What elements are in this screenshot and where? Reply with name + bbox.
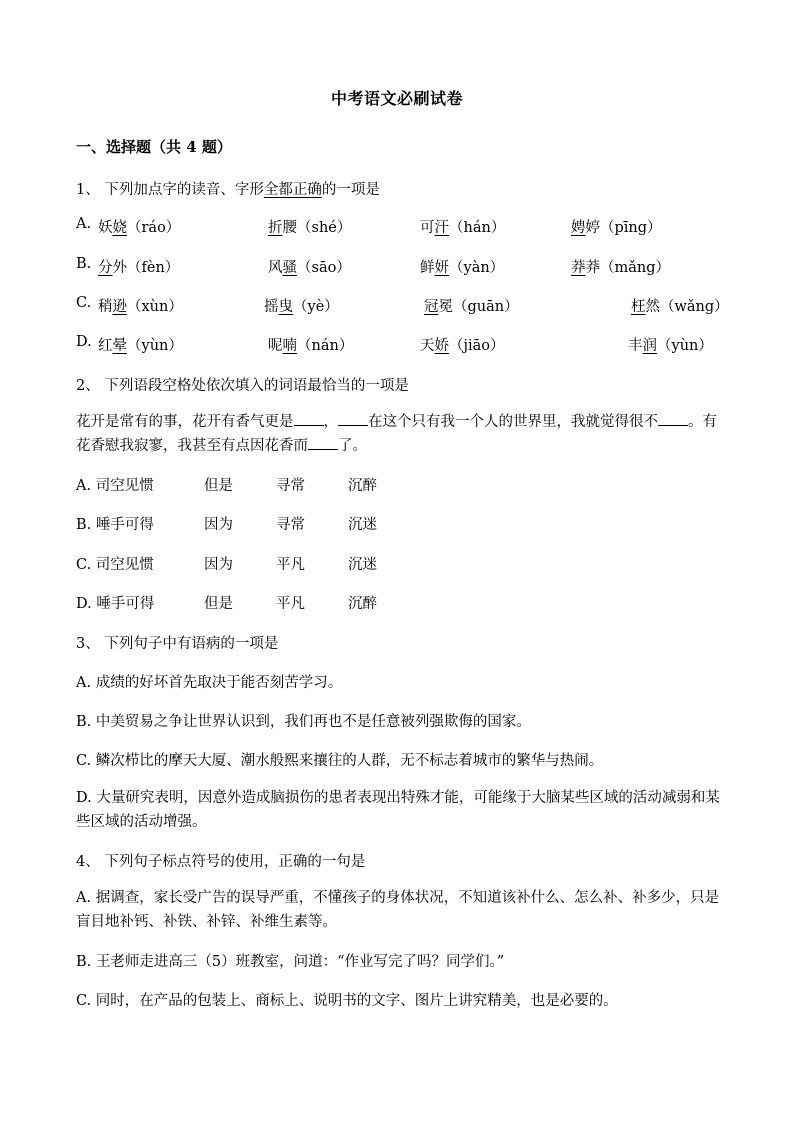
q3-option-a: A. 成绩的好坏首先取决于能否刻苦学习。 <box>76 675 343 691</box>
q1-option-d-item: 天娇（jiāo） <box>420 338 505 354</box>
q2-option-word: 因为 <box>204 557 233 573</box>
q2-option-word: 沉醉 <box>348 478 377 494</box>
q1-option-c-item: 冠冕（guān） <box>424 299 519 315</box>
section-heading: 一、选择题（共 4 题） <box>76 138 232 156</box>
q2-option-word: 寻常 <box>276 478 305 494</box>
fill-blank <box>338 411 368 426</box>
q1-option-d-item: 红晕（yùn） <box>98 338 183 354</box>
q3-stem: 3、 下列句子中有语病的一项是 <box>76 636 279 652</box>
q1-option-c-label: C. <box>76 295 92 311</box>
q2-stem: 2、 下列语段空格处依次填入的词语最恰当的一项是 <box>76 378 409 394</box>
q1-option-c-item: 摇曳（yè） <box>264 299 339 315</box>
q1-option-a-item: 娉婷（pīng） <box>571 220 662 236</box>
q1-option-a-label: A. <box>76 216 92 232</box>
q1-option-a-item: 妖娆（ráo） <box>98 220 181 236</box>
q1-option-b-item: 风骚（sāo） <box>268 260 351 276</box>
q3-option-d: D. 大量研究表明，因意外造成脑损伤的患者表现出特殊才能，可能缘于大脑某些区域的活动减弱和某些区域的活动增强。 <box>76 790 720 830</box>
q2-option-word: 因为 <box>204 517 233 533</box>
q1-option-d-item: 呢喃（nán） <box>268 338 354 354</box>
fill-blank <box>658 411 688 426</box>
fill-blank <box>294 411 324 426</box>
q4-stem: 4、 下列句子标点符号的使用，正确的一句是 <box>76 854 366 870</box>
q2-option-d: D. 唾手可得 <box>76 596 155 612</box>
fill-blank <box>308 435 338 450</box>
q1-option-d-item: 丰润（yùn） <box>628 338 713 354</box>
q4-option-a: A. 据调查，家长受广告的误导严重，不懂孩子的身体状况，不知道该补什么、怎么补、补多少，只是盲目地补钙、补铁、补锌、补维生素等。 <box>76 890 720 930</box>
page-title: 中考语文必刷试卷 <box>330 89 463 108</box>
q1-option-d-label: D. <box>76 334 92 350</box>
q2-passage: 花开是常有的事，花开有香气更是 ， 在这个只有我一个人的世界里，我就觉得很不 。有花香慰我寂寥，我甚至有点因花香而 了。 <box>76 410 722 458</box>
q2-option-c: C. 司空见惯 <box>76 557 154 573</box>
q1-option-a-item: 可汗（hán） <box>420 220 506 236</box>
q1-option-b-item: 莽莽（mǎng） <box>571 260 671 276</box>
q3-option-b: B. 中美贸易之争让世界认识到，我们再也不是任意被列强欺侮的国家。 <box>76 714 531 730</box>
q2-option-word: 但是 <box>204 478 233 494</box>
q2-option-a: A. 司空见惯 <box>76 478 154 494</box>
q2-option-word: 寻常 <box>276 517 305 533</box>
q2-option-word: 沉醉 <box>348 596 377 612</box>
q2-option-word: 沉迷 <box>348 517 377 533</box>
q2-option-word: 平凡 <box>276 596 305 612</box>
q1-option-a-item: 折腰（shé） <box>268 220 352 236</box>
q1-option-c-item: 枉然（wǎng） <box>631 299 729 315</box>
q4-option-c: C. 同时，在产品的包装上、商标上、说明书的文字、图片上讲究精美，也是必要的。 <box>76 993 618 1009</box>
q2-option-b: B. 唾手可得 <box>76 517 154 533</box>
q2-option-word: 平凡 <box>276 557 305 573</box>
q2-option-word: 但是 <box>204 596 233 612</box>
q1-option-b-item: 鲜妍（yàn） <box>420 260 505 276</box>
q1-stem: 1、 下列加点字的读音、字形全都正确的一项是 <box>76 182 380 198</box>
q3-option-c: C. 鳞次栉比的摩天大厦、潮水般熙来攘往的人群，无不标志着城市的繁华与热闹。 <box>76 753 604 769</box>
q1-option-b-item: 分外（fèn） <box>98 260 180 276</box>
q4-option-b: B. 王老师走进高三（5）班教室，问道：“作业写完了吗？同学们。” <box>76 954 505 970</box>
q2-option-word: 沉迷 <box>348 557 377 573</box>
q1-option-b-label: B. <box>76 256 92 272</box>
q1-option-c-item: 稍逊（xùn） <box>98 299 183 315</box>
